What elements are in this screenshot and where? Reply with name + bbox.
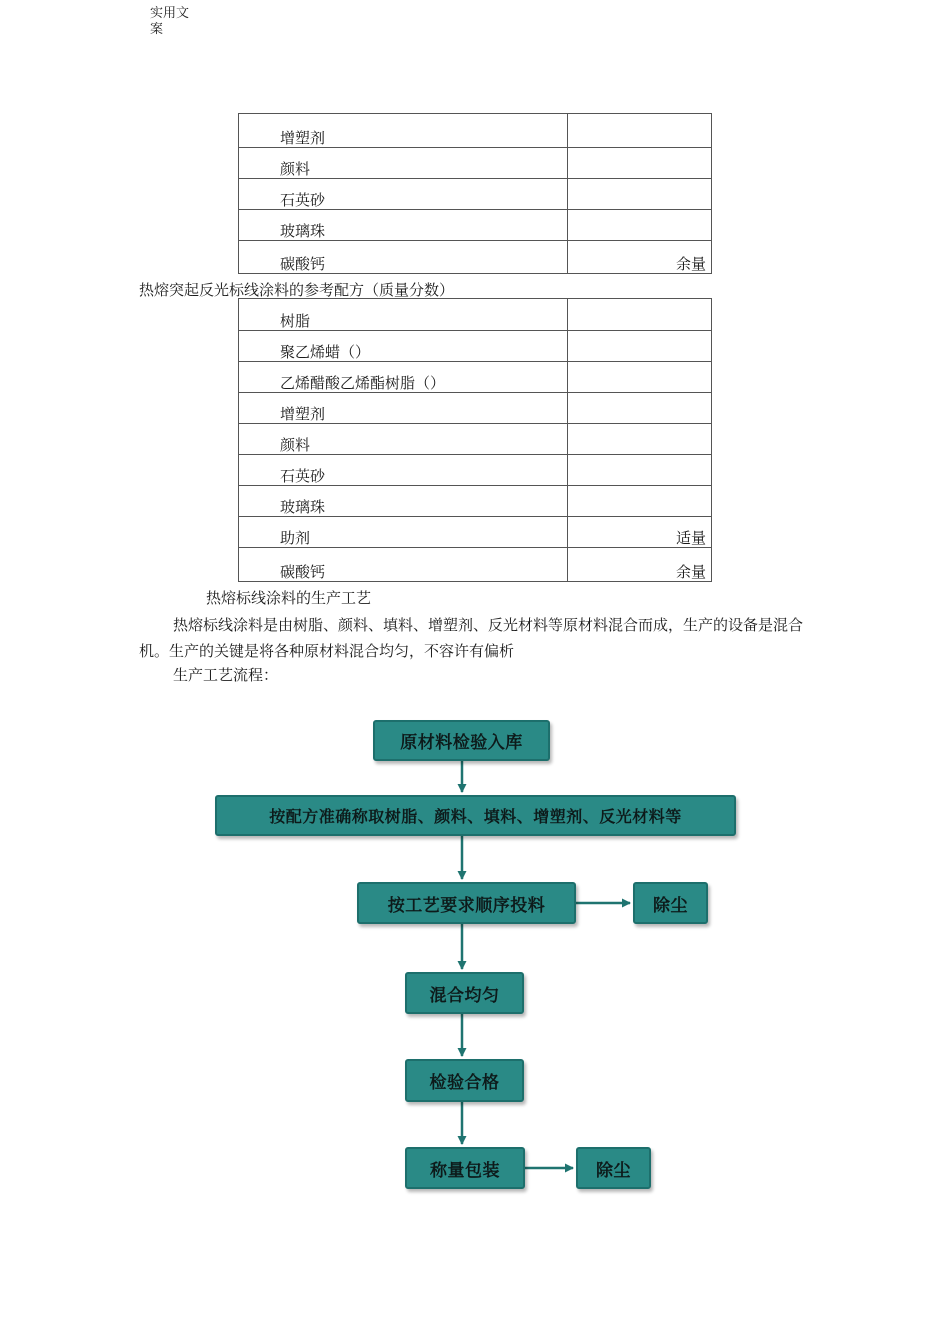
flow-step-weigh-materials: 按配方准确称取树脂、颜料、填料、增塑剂、反光材料等 bbox=[215, 795, 736, 836]
flow-step-feed-materials: 按工艺要求顺序投料 bbox=[357, 882, 576, 924]
flow-step-inspect-storage: 原材料检验入库 bbox=[373, 720, 550, 761]
ingredient-name: 石英砂 bbox=[239, 455, 568, 486]
ingredient-name: 助剂 bbox=[239, 517, 568, 548]
flow-step-weigh-pack: 称量包装 bbox=[405, 1147, 525, 1189]
page-header: 实用文案 bbox=[150, 6, 190, 37]
ingredient-name: 碳酸钙 bbox=[239, 241, 568, 274]
table-caption: 热熔突起反光标线涂料的参考配方（质量分数） bbox=[139, 281, 455, 299]
ingredient-name: 玻璃珠 bbox=[239, 210, 568, 241]
ingredient-name: 树脂 bbox=[239, 299, 568, 331]
flow-step-inspection-pass: 检验合格 bbox=[405, 1059, 524, 1102]
flow-label: 生产工艺流程： bbox=[173, 666, 279, 684]
ingredient-value: 余量 bbox=[568, 548, 712, 582]
body-paragraph: 热熔标线涂料是由树脂、颜料、填料、增塑剂、反光材料等原材料混合而成，生产的设备是混合机。生产的关键是将各种原材料混合均匀，不容许有偏析 bbox=[139, 616, 804, 660]
section-title: 热熔标线涂料的生产工艺 bbox=[206, 589, 372, 607]
flow-step-dust-removal-2: 除尘 bbox=[576, 1147, 651, 1189]
ingredient-value: 余量 bbox=[568, 241, 712, 274]
ingredient-name: 颜料 bbox=[239, 148, 568, 179]
ingredient-name: 聚乙烯蜡（） bbox=[239, 331, 568, 362]
ingredient-name: 玻璃珠 bbox=[239, 486, 568, 517]
ingredient-name: 乙烯醋酸乙烯酯树脂（） bbox=[239, 362, 568, 393]
ingredient-name: 增塑剂 bbox=[239, 393, 568, 424]
ingredient-value: 适量 bbox=[568, 517, 712, 548]
ingredient-name: 石英砂 bbox=[239, 179, 568, 210]
flow-step-mixing: 混合均匀 bbox=[405, 972, 524, 1014]
ingredient-name: 颜料 bbox=[239, 424, 568, 455]
ingredient-name: 增塑剂 bbox=[239, 114, 568, 148]
ingredient-name: 碳酸钙 bbox=[239, 548, 568, 582]
flow-step-dust-removal-1: 除尘 bbox=[633, 882, 708, 924]
